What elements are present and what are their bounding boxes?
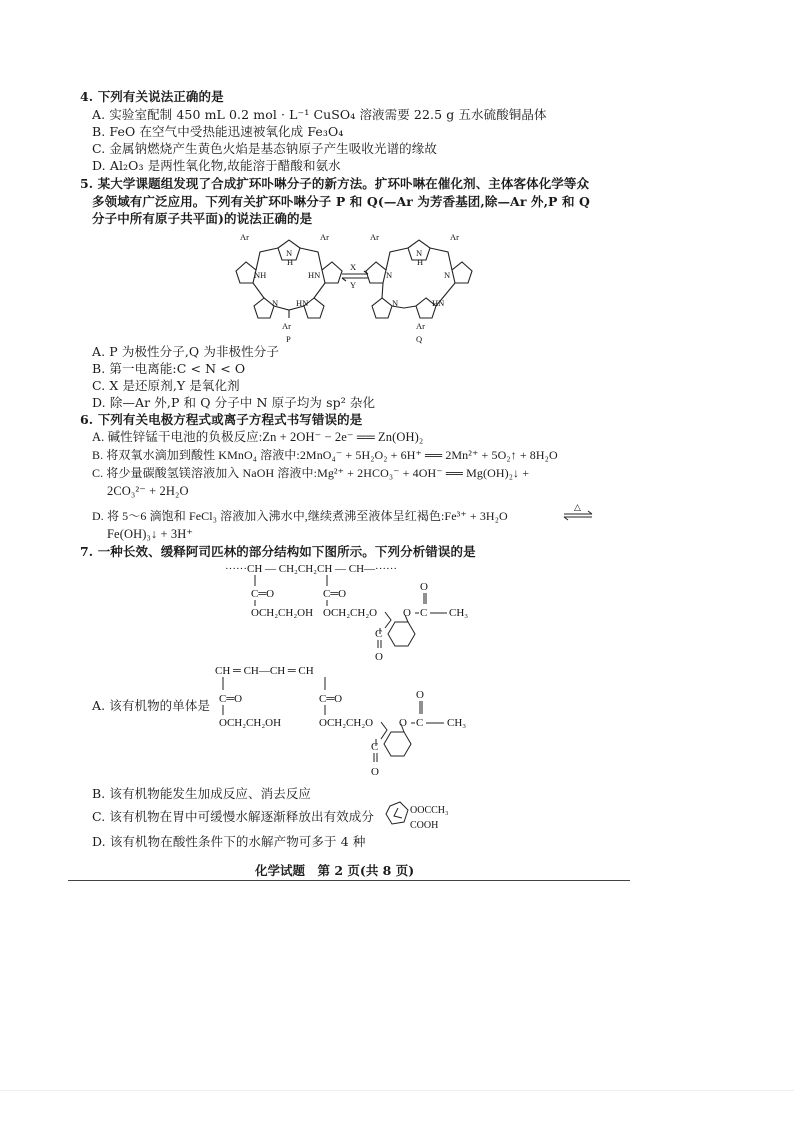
q7-stem: 7. 一种长效、缓释阿司匹林的部分结构如下图所示。下列分析错误的是: [80, 544, 476, 559]
q7-option-b: B. 该有机物能发生加成反应、消去反应: [92, 786, 312, 801]
svg-text:△: △: [574, 502, 581, 512]
x-label: X: [350, 262, 357, 272]
m-ester-o: O: [399, 717, 407, 729]
p-nh-left: NH: [254, 270, 267, 280]
q-ar-top-left: Ar: [370, 232, 379, 242]
p-n-bottom-left: N: [272, 298, 279, 308]
q-ar-bottom: Ar: [416, 321, 425, 331]
q5-stem-line1: 5. 某大学课题组发现了合成扩环卟啉分子的新方法。扩环卟啉在催化剂、主体客体化学等众: [80, 176, 590, 191]
monomer-group-left: OCH₂CH₂OH: [219, 717, 282, 729]
q5-stem-line2: 多领域有广泛应用。下列有关扩环卟啉分子 P 和 Q(—Ar 为芳香基团,除—Ar 外,P 和 Q: [92, 194, 591, 209]
q5-option-c: C. X 是还原剂,Y 是氧化剂: [92, 378, 240, 393]
q4-option-c: C. 金属钠燃烧产生黄色火焰是基态钠原子产生吸收光谱的缘故: [92, 141, 437, 156]
q-n-right: N: [444, 270, 451, 280]
aspirin-structure: [380, 800, 470, 834]
reversible-arrow-heat: [562, 502, 594, 522]
m-ester-o-top: O: [416, 689, 424, 701]
m-carbonyl-o: O: [371, 766, 379, 778]
monomer-co-left: C═O: [219, 693, 243, 705]
page-bottom-divider: [0, 1090, 794, 1091]
q4-stem: 4. 下列有关说法正确的是: [80, 89, 224, 104]
m-ester-ch3: CH₃: [447, 717, 467, 729]
p-hn-bottom-right: HN: [296, 298, 309, 308]
ester-c: C: [420, 607, 428, 619]
q4-option-a: A. 实验室配制 450 mL 0.2 mol · L⁻¹ CuSO₄ 溶液需要 22.5 g 五水硫酸铜晶体: [92, 107, 547, 122]
polymer-chain: ······CH — CH₂CH₂CH — CH—······: [225, 563, 398, 575]
polymer-structure: [225, 560, 505, 670]
q-n-top: N: [416, 248, 423, 258]
p-n-top: N: [286, 248, 293, 258]
q6-option-d-line1: D. 将 5～6 滴饱和 FeCl₃ 溶液加入沸水中,继续煮沸至液体呈红褐色:Fe³⁺ + 3H₂O: [92, 509, 508, 523]
q-n-bottom-left: N: [392, 298, 399, 308]
ester-o: O: [403, 607, 411, 619]
q7-option-d: D. 该有机物在酸性条件下的水解产物可多于 4 种: [92, 834, 366, 849]
monomer-group-right: OCH₂CH₂O: [319, 717, 374, 729]
porphyrin-figure: [220, 226, 490, 346]
y-label: Y: [350, 280, 357, 290]
q5-option-b: B. 第一电离能:C < N < O: [92, 361, 246, 376]
m-carbonyl-c: C: [371, 741, 379, 753]
polymer-group-right: OCH₂CH₂O: [323, 607, 378, 619]
polymer-co-right: C═O: [323, 588, 347, 600]
q6-stem: 6. 下列有关电极方程式或离子方程式书写错误的是: [80, 412, 363, 427]
p-label: P: [286, 334, 291, 344]
q6-option-c-line1: C. 将少量碳酸氢镁溶液加入 NaOH 溶液中:Mg²⁺ + 2HCO₃⁻ + 4OH⁻ ══ Mg(OH)₂↓ +: [92, 466, 530, 480]
monomer-co-right: C═O: [319, 693, 343, 705]
p-ar-top-right: Ar: [320, 232, 329, 242]
q6-option-a: A. 碱性锌锰干电池的负极反应:Zn + 2OH⁻ − 2e⁻ ══ Zn(OH)₂: [92, 430, 424, 444]
carbonyl-c: C: [375, 628, 383, 640]
q-ar-top-right: Ar: [450, 232, 459, 242]
q-label: Q: [416, 334, 423, 344]
q5-option-d: D. 除—Ar 外,P 和 Q 分子中 N 原子均为 sp² 杂化: [92, 395, 376, 410]
m-ester-c: C: [416, 717, 424, 729]
page-footer: 化学试题 第 2 页(共 8 页): [255, 863, 415, 878]
p-h-top: H: [287, 257, 294, 267]
q5-stem-line3: 分子中所有原子共平面)的说法正确的是: [92, 211, 313, 226]
p-hn-right: HN: [308, 270, 321, 280]
p-ar-bottom: Ar: [282, 321, 291, 331]
q5-option-a: A. P 为极性分子,Q 为非极性分子: [92, 344, 279, 359]
q6-option-c-line2: 2CO₃²⁻ + 2H₂O: [107, 484, 189, 498]
q-n-left: N: [386, 270, 393, 280]
p-ar-top-left: Ar: [240, 232, 249, 242]
polymer-group-left: OCH₂CH₂OH: [251, 607, 314, 619]
carbonyl-o: O: [375, 651, 383, 663]
aspirin-acid: COOH: [410, 820, 439, 831]
q4-option-b: B. FeO 在空气中受热能迅速被氧化成 Fe₃O₄: [92, 124, 344, 139]
q-hn-bottom-right: HN: [432, 298, 445, 308]
q6-option-b: B. 将双氧水滴加到酸性 KMnO₄ 溶液中:2MnO₄⁻ + 5H₂O₂ + 6H⁺ ══ 2Mn²⁺ + 5O₂↑ + 8H₂O: [92, 448, 558, 462]
q4-option-d: D. Al₂O₃ 是两性氧化物,故能溶于醋酸和氨水: [92, 158, 341, 173]
q7-option-c: C. 该有机物在胃中可缓慢水解逐渐释放出有效成分: [92, 809, 374, 824]
q7-option-a-prefix: A. 该有机物的单体是: [92, 698, 211, 713]
q-h-top: H: [417, 257, 424, 267]
ester-ch3: CH₃: [449, 607, 469, 619]
footer-divider: [68, 880, 630, 881]
aspirin-ester: OOCCH₃: [410, 805, 449, 816]
q6-option-d-line2: Fe(OH)₃↓ + 3H⁺: [107, 527, 194, 541]
polymer-co-left: C═O: [251, 588, 275, 600]
monomer-chain: CH ═ CH—CH ═ CH: [215, 665, 314, 677]
monomer-structure: [215, 662, 495, 782]
ester-o-top: O: [420, 581, 428, 593]
